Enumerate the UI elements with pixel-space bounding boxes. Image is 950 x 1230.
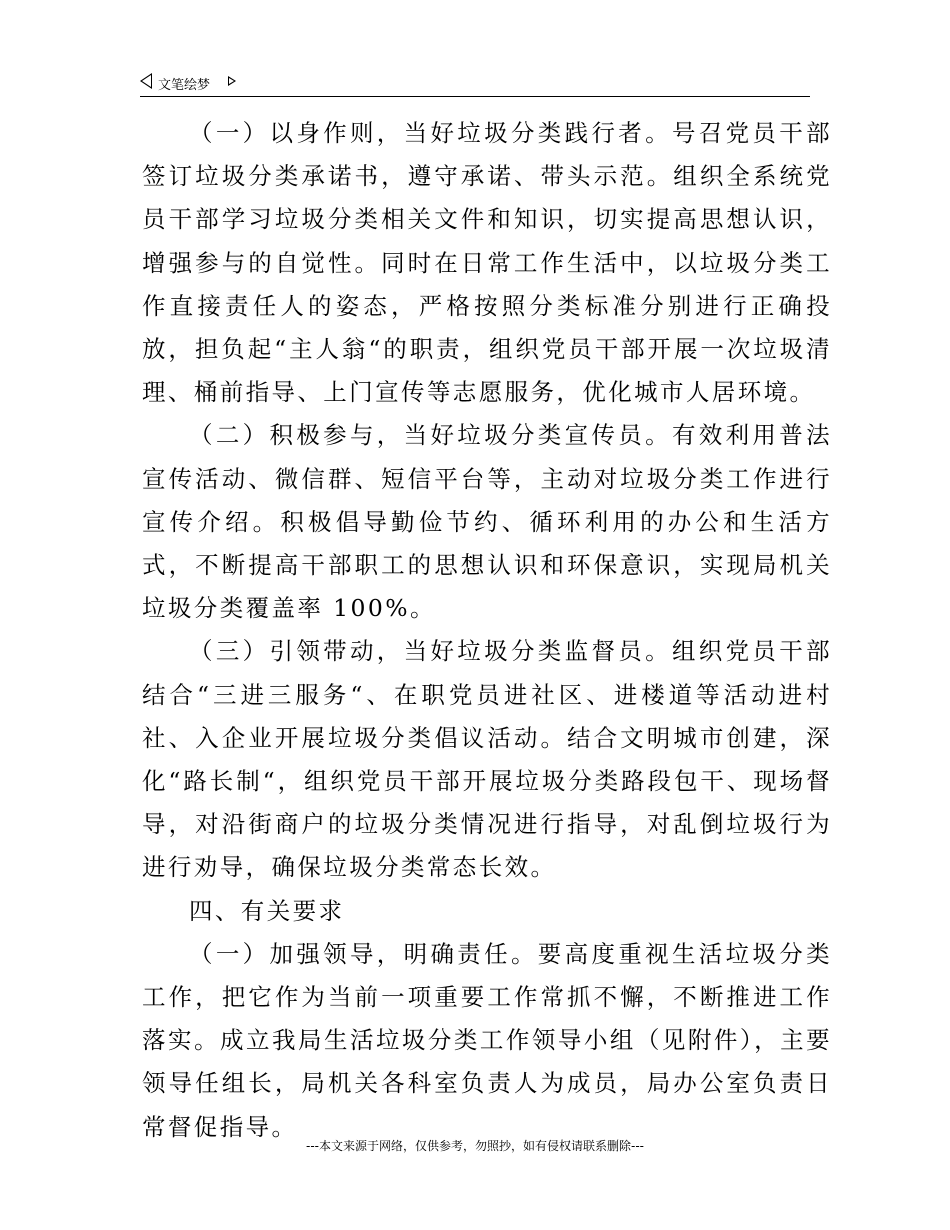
document-body [142,112,832,1149]
paragraph-2: （二）积极参与，当好垃圾分类宣传员。有效利用普法宣传活动、微信群、短信平台等，主动对垃圾分类工作进行宣传介绍。积极倡导勤俭节约、循环利用的办公和生活方式，不断提高干部职工的思想认识和环保意识，实现局机关垃圾分类覆盖率 100%。 [142,421,832,623]
page-header [140,70,810,97]
page-footer-disclaimer: ---本文来源于网络，仅供参考，勿照抄，如有侵权请联系删除--- [306,1139,644,1153]
right-triangle-icon [228,76,236,86]
paragraph-4: （一）加强领导，明确责任。要高度重视生活垃圾分类工作，把它作为当前一项重要工作常抓不懈，不断推进工作落实。成立我局生活垃圾分类工作领导小组（见附件），主要领导任组长，局机关各科室负责人为成员，局办公室负责日常督促指导。 [142,939,832,1141]
paragraph-3: （三）引领带动，当好垃圾分类监督员。组织党员干部结合“三进三服务“、在职党员进社区、进楼道等活动进村社、入企业开展垃圾分类倡议活动。结合文明城市创建，深化“路长制“，组织党员干部开展垃圾分类路段包干、现场督导，对沿街商户的垃圾分类情况进行指导，对乱倒垃圾行为进行劝导，确保垃圾分类常态长效。 [142,637,832,882]
header-logo-text: 文笔绘梦 [158,78,211,93]
section-heading: 四、有关要求 [189,896,345,925]
left-triangle-icon [140,73,152,89]
paragraph-1: （一）以身作则，当好垃圾分类践行者。号召党员干部签订垃圾分类承诺书，遵守承诺、带头示范。组织全系统党员干部学习垃圾分类相关文件和知识，切实提高思想认识，增强参与的自觉性。同时在日常工作生活中，以垃圾分类工作直接责任人的姿态，严格按照分类标准分别进行正确投放，担负起“主人翁“的职责，组织党员干部开展一次垃圾清理、桶前指导、上门宣传等志愿服务，优化城市人居环境。 [142,119,832,407]
